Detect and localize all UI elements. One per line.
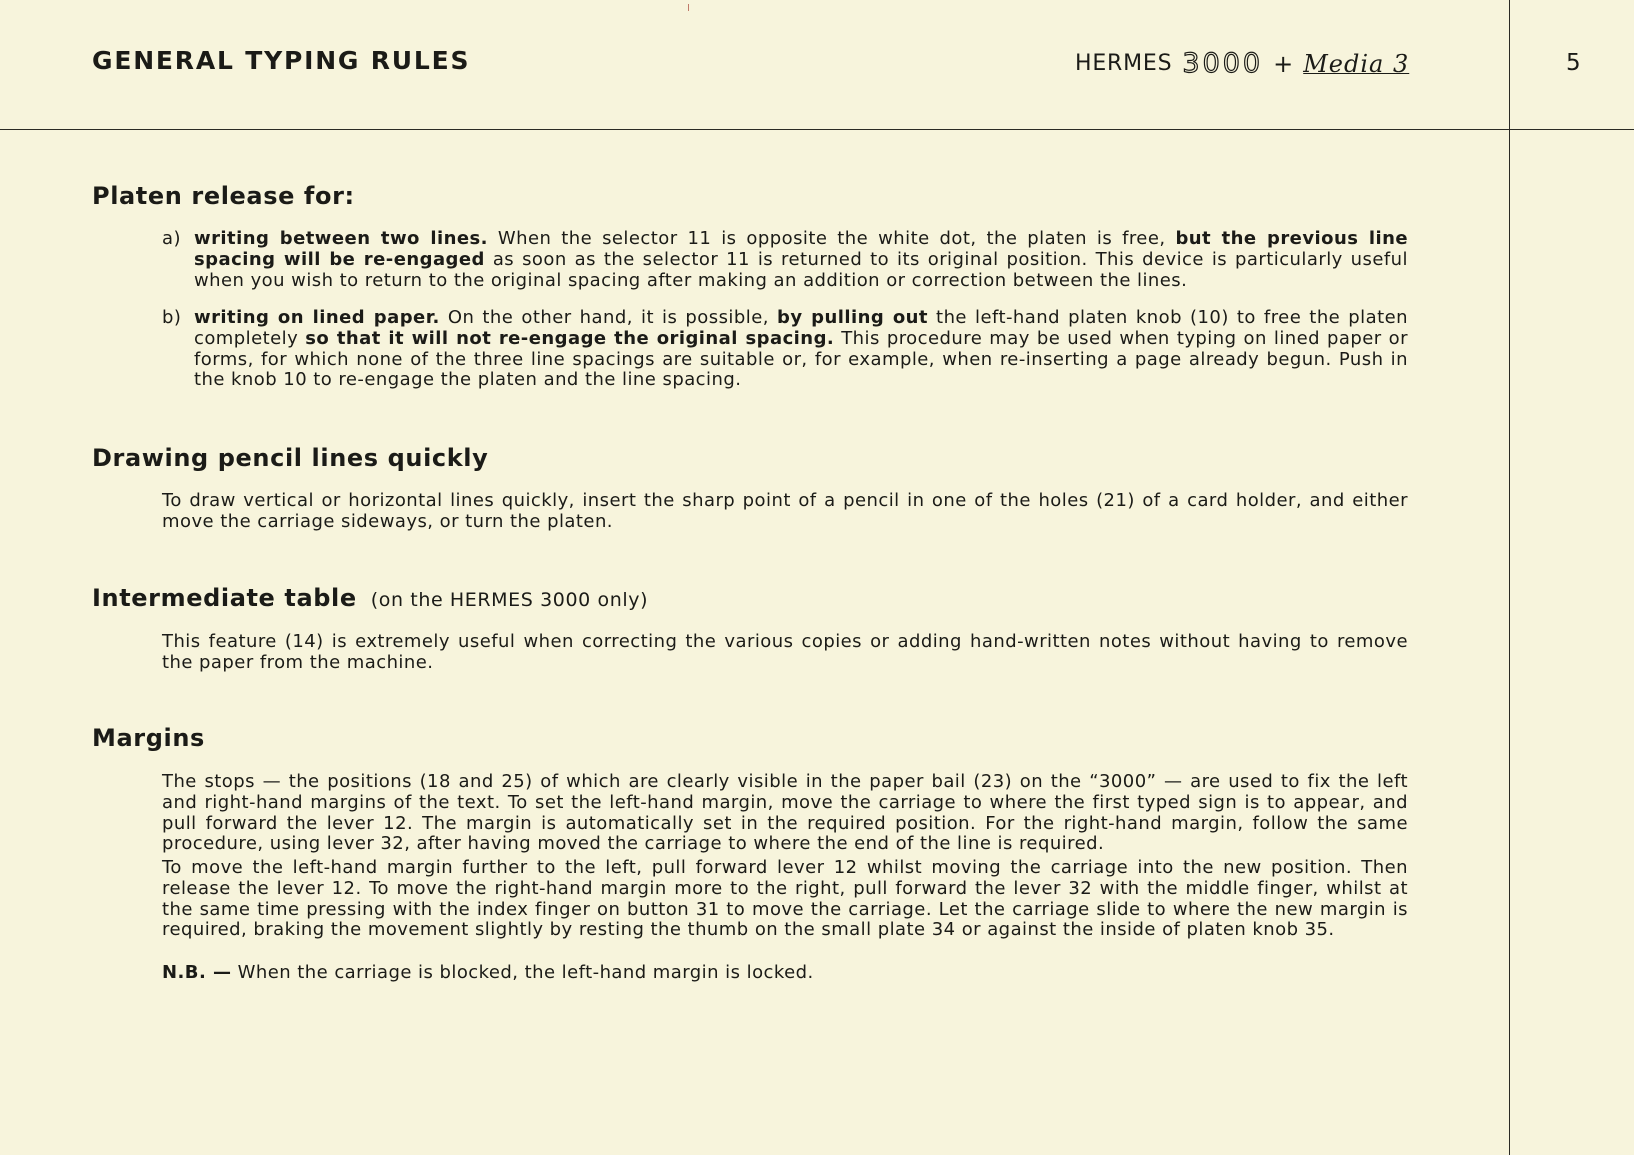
- item-marker: b): [162, 307, 182, 328]
- brand-plus: +: [1273, 49, 1294, 78]
- nb-text: When the carriage is blocked, the left-hand margin is locked.: [231, 962, 814, 983]
- margin-divider: [1509, 0, 1510, 1155]
- paragraph-pencil: To draw vertical or horizontal lines quickly, insert the sharp point of a pencil in one of the holes (21) of a card holder, and either move the carriage sideways, or turn the platen.: [162, 490, 1408, 532]
- item-emphasis: but the previous line spacing will be re-engaged: [194, 228, 1408, 270]
- brand-logo: [1075, 48, 1409, 79]
- item-emphasis: by pulling out: [776, 307, 928, 328]
- paragraph-margins-1: The stops — the positions (18 and 25) of which are clearly visible in the paper bail (23) on the “3000” — are used to fix the left and right-hand margins of the text. To set the left-hand margin, move the carriage to where the first typed sign is to appear, and pull forward the lever 12. The margin is automatically set in the required position. For the right-hand margin, follow the same procedure, using lever 32, after having moved the carriage to where the end of the line is required.: [162, 771, 1408, 855]
- page-number: 5: [1566, 50, 1581, 76]
- section-title-platen: Platen release for:: [92, 182, 355, 210]
- page-title: GENERAL TYPING RULES: [92, 46, 471, 75]
- item-text: [194, 229, 1408, 291]
- item-text-run: On the other hand, it is possible,: [439, 307, 777, 328]
- item-text-run: as soon as the selector 11 is returned to its original position. This device is particularly useful when you wish to return to the original spacing after making an addition or correction between the lines.: [194, 248, 1408, 291]
- section-title-note: (on the HERMES 3000 only): [370, 589, 649, 611]
- list-item-a: [162, 229, 1408, 291]
- item-emphasis: so that it will not re-engage the original spacing.: [305, 327, 835, 349]
- list-item-b: [162, 308, 1408, 391]
- item-text-run: This procedure may be used when typing on lined paper or forms, for which none of the three line spacings are suitable or, for example, when re-inserting a page already begun. Push in the knob 10 to re-engage the platen and the line spacing.: [194, 327, 1408, 391]
- section-title-margins: Margins: [92, 724, 205, 752]
- section-title-pencil: Drawing pencil lines quickly: [92, 444, 489, 472]
- paragraph-margins-2: To move the left-hand margin further to the left, pull forward lever 12 whilst moving the carriage into the new position. Then release the lever 12. To move the right-hand margin more to the right, pull forward the lever 32 with the middle finger, whilst at the same time pressing with the index finger on button 31 to move the carriage. Let the carriage slide to where the new margin is required, braking the movement slightly by resting the thumb on the small plate 34 or against the inside of platen knob 35.: [162, 857, 1408, 941]
- brand-variant: Media 3: [1303, 49, 1410, 78]
- item-marker: a): [162, 228, 181, 249]
- item-text-run: the left-hand platen knob (10) to free the platen completely: [194, 307, 1408, 349]
- nb-label: N.B. —: [162, 962, 232, 983]
- paragraph-intermediate: This feature (14) is extremely useful when correcting the various copies or adding hand-written notes without having to remove the paper from the machine.: [162, 631, 1408, 673]
- section-title-text: Intermediate table: [92, 584, 357, 612]
- item-text: [194, 308, 1408, 391]
- item-emphasis: writing between two lines.: [194, 228, 488, 249]
- header-divider: [0, 129, 1634, 130]
- item-text-run: When the selector 11 is opposite the white dot, the platen is free,: [487, 228, 1176, 249]
- brand-model: 3000: [1182, 48, 1264, 79]
- paragraph-nb: [162, 963, 1408, 984]
- brand-name: HERMES: [1075, 51, 1173, 76]
- section-title-intermediate: [92, 584, 648, 612]
- item-emphasis: writing on lined paper.: [194, 307, 440, 328]
- print-mark: [688, 4, 689, 11]
